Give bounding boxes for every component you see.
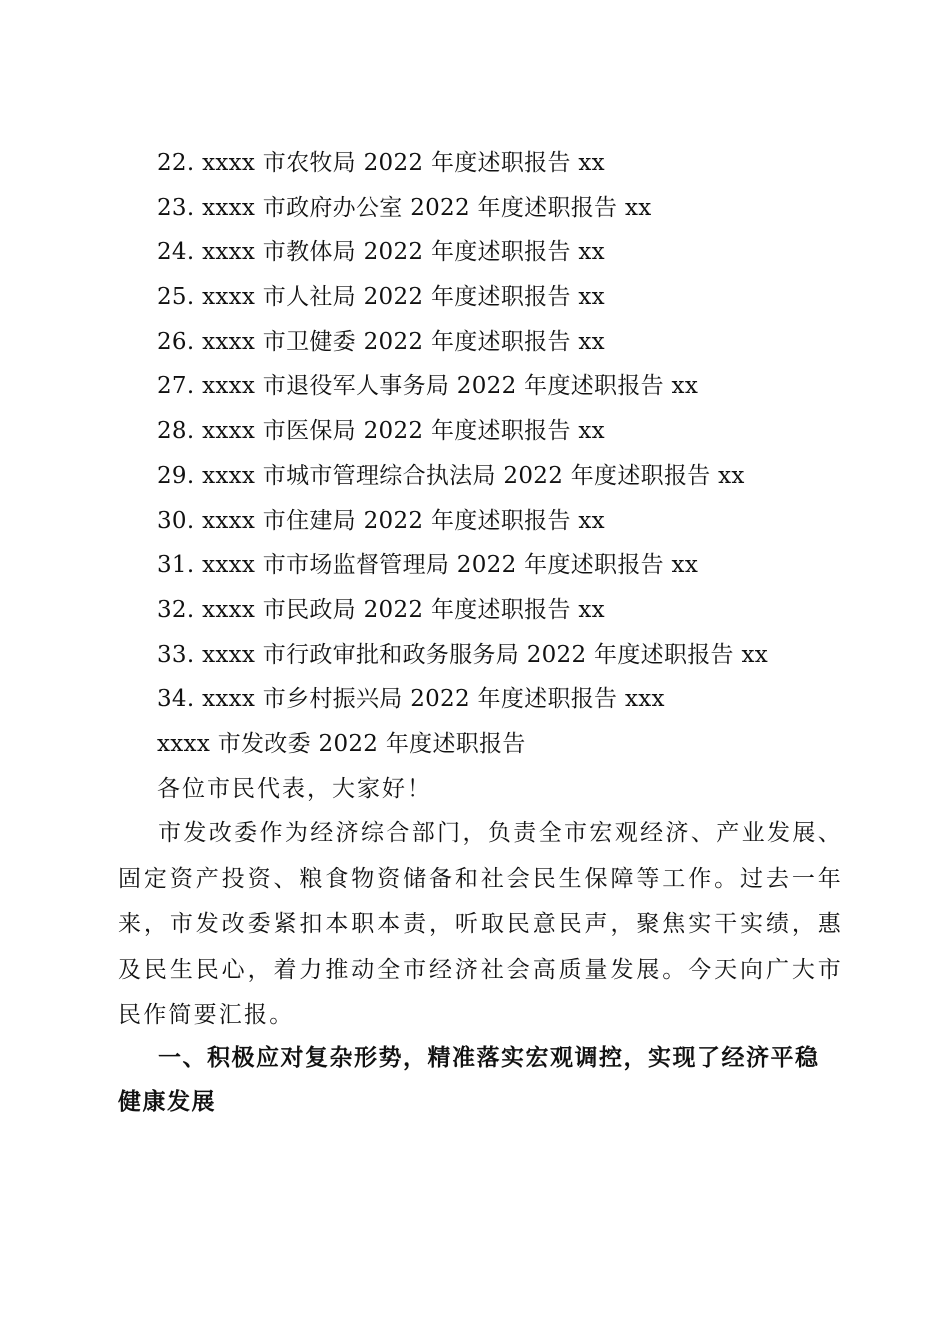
toc-item: 32. xxxx 市民政局 2022 年度述职报告 xx [157, 596, 605, 623]
toc-item: 29. xxxx 市城市管理综合执法局 2022 年度述职报告 xx [157, 462, 745, 489]
toc-item: 34. xxxx 市乡村振兴局 2022 年度述职报告 xxx [157, 686, 665, 713]
toc-item: 25. xxxx 市人社局 2022 年度述职报告 xx [157, 284, 605, 311]
toc-item: 24. xxxx 市教体局 2022 年度述职报告 xx [157, 239, 605, 266]
toc-item: 31. xxxx 市市场监督管理局 2022 年度述职报告 xx [157, 552, 699, 579]
toc-item: 30. xxxx 市住建局 2022 年度述职报告 xx [157, 507, 605, 534]
report-title: xxxx 市发改委 2022 年度述职报告 [157, 731, 526, 757]
toc-item: 33. xxxx 市行政审批和政务服务局 2022 年度述职报告 xx [157, 641, 768, 668]
section-heading: 一、积极应对复杂形势，精准落实宏观调控，实现了经济平稳健康发展 [118, 1045, 820, 1115]
table-of-contents [157, 141, 768, 722]
greeting: 各位市民代表，大家好！ [157, 776, 432, 802]
toc-item: 22. xxxx 市农牧局 2022 年度述职报告 xx [157, 150, 605, 176]
toc-item: 28. xxxx 市医保局 2022 年度述职报告 xx [157, 418, 605, 445]
toc-item: 27. xxxx 市退役军人事务局 2022 年度述职报告 xx [157, 373, 699, 400]
intro-paragraph: 市发改委作为经济综合部门，负责全市宏观经济、产业发展、固定资产投资、粮食物资储备和社会民生保障等工作。过去一年来，市发改委紧扣本职本责，听取民意民声，聚焦实干实绩，惠及民生民心，着力推动全市经济社会高质量发展。今天向广大市民作简要汇报。 [118, 820, 843, 1028]
toc-item: 26. xxxx 市卫健委 2022 年度述职报告 xx [157, 328, 605, 355]
toc-item: 23. xxxx 市政府办公室 2022 年度述职报告 xx [157, 194, 652, 221]
